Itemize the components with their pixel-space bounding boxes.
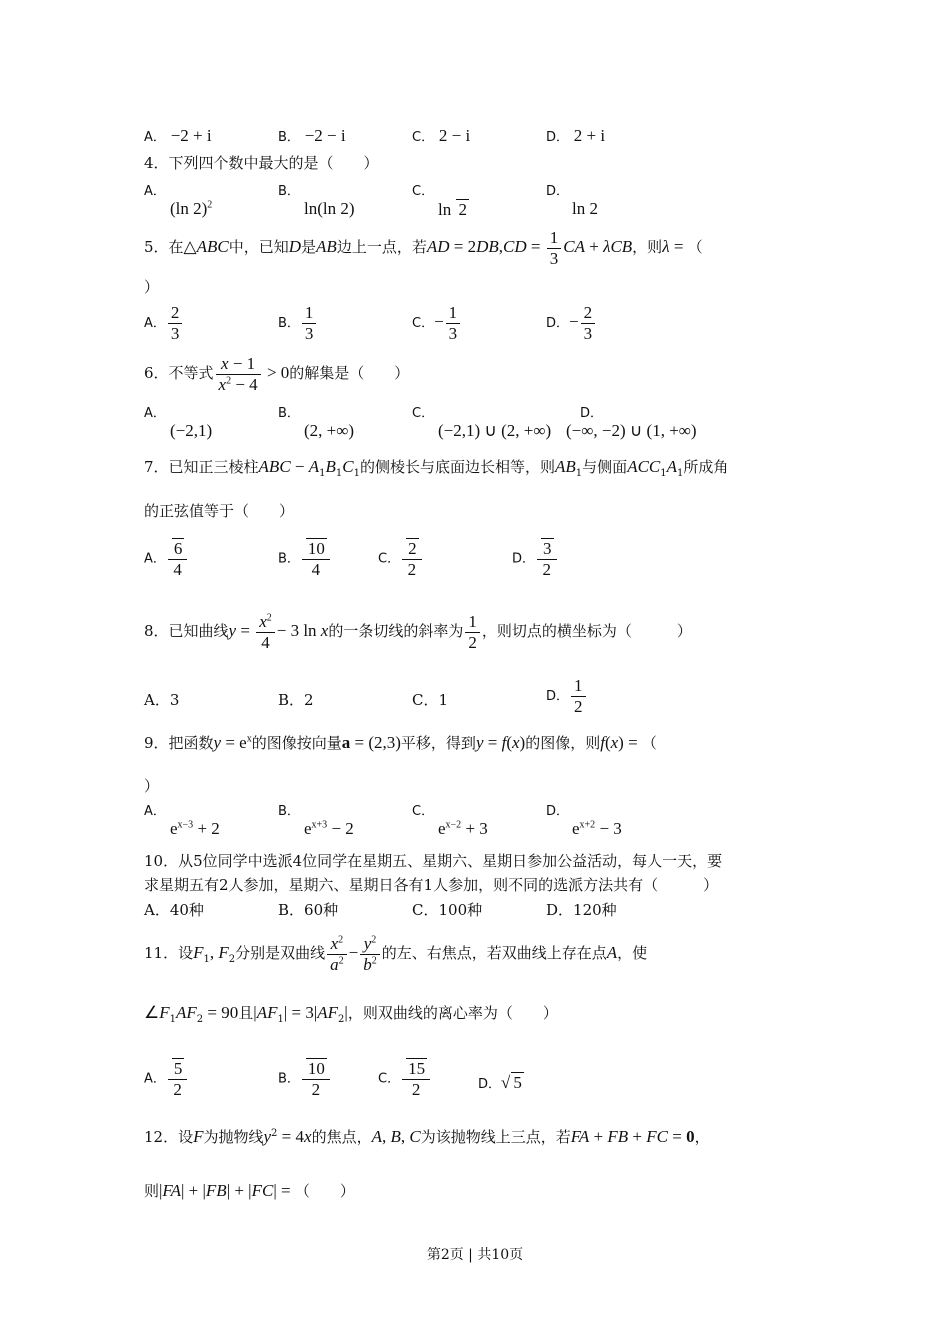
q8-option-b: B．2 [278, 691, 314, 709]
q9-option-a: A． $e^{x-3} + 2$ [144, 804, 220, 838]
q3-option-a: A． −2 + i [144, 126, 212, 145]
q4-a-label: A． [144, 184, 166, 199]
q11-text-3: ，使 [617, 944, 648, 963]
q11-text-5: ，则双曲线的离心率为（ ） [347, 1004, 558, 1022]
q3-c-label: C． [412, 130, 435, 145]
q11-text-4: 且 [238, 1004, 254, 1022]
q10-option-b: B．60种 [278, 901, 339, 919]
q5-text-5: （ [687, 238, 703, 257]
q9-close-paren: ） [144, 777, 160, 795]
q12-text-4: ， [694, 1128, 710, 1146]
page-footer: 第2页 | 共10页 [426, 1247, 524, 1263]
q5-option-c: C．− $\frac{1}{3}$ [412, 303, 462, 343]
q4-d-label: D． [546, 184, 570, 199]
q10-line1: 10．从5位同学中选派4位同学在星期五、星期六、星期日参加公益活动，每人一天，要 [144, 852, 723, 870]
q8-text-1: 的一条切线的斜率为 [328, 622, 464, 641]
q3-option-d: D． 2 + i [546, 126, 606, 145]
q5-stem: 5．在△ABC中，已知D是AB边上一点，若AD = 2DB,CD = $\frac{1}{3}$ CA + λCB，则λ = （ [144, 228, 703, 268]
q9-text-2: 平移，得到 [400, 734, 476, 752]
q5-close-paren: ） [144, 278, 160, 296]
q11-line2: $\angle F_1AF_2 = 90$且$|AF_1| = 3|AF_2|$，则双曲线的离心率为（ ） [144, 1003, 558, 1025]
q9-number: 9．把函数 [144, 734, 214, 752]
q3-option-b: B． −2 − i [278, 126, 346, 145]
q8-number: 8．已知曲线 [144, 622, 229, 641]
q9-c-label: C． [412, 804, 435, 819]
q9-option-b: B． $e^{x+3} - 2$ [278, 804, 354, 838]
q5-c-label: C． [412, 316, 435, 332]
q9-b-label: B． [278, 804, 300, 819]
q8-text-2: ，则切点的横坐标为（ ） [481, 622, 692, 641]
q6-option-d: D． (−∞, −2) ∪ (1, +∞) [566, 406, 697, 440]
q7-option-b: B． $\frac{10}{4}$ [278, 538, 332, 579]
q7-text-2: 与侧面 [582, 458, 628, 476]
q4-option-b: B． ln(ln 2) [278, 184, 355, 218]
q7-b-label: B． [278, 551, 300, 567]
q11-option-b: B． $\frac{10}{2}$ [278, 1058, 332, 1099]
q8-option-c: C．1 [412, 691, 449, 709]
q9-text-4: （ [641, 734, 657, 752]
q11-d-label: D． [478, 1077, 502, 1092]
q12-stem: 12．设F为抛物线$y^2 = 4x$的焦点，A, B, C为该抛物线上三点，若FA + FB + FC = 0， [144, 1127, 710, 1146]
q12-text-3: 为该抛物线上三点，若 [420, 1128, 571, 1146]
q8-d-label: D． [546, 689, 570, 705]
q5-number: 5．在 [144, 238, 184, 257]
q7-option-c: C． $\frac{2}{2}$ [378, 538, 424, 579]
q4-c-label: C． [412, 184, 435, 199]
q10-line2: 求星期五有2人参加，星期六、星期日各有1人参加，则不同的选派方法共有（ ） [144, 876, 719, 894]
q7-stem: 7．已知正三棱柱ABC − $A_1B_1C_1$的侧棱长与底面边长相等，则$AB_1$与侧面$ACC_1A_1$所成角 [144, 457, 729, 479]
q4-option-d: D． ln 2 [546, 184, 598, 218]
q6-c-label: C． [412, 406, 435, 421]
q3-a-label: A． [144, 130, 166, 145]
q11-stem: 11．设$F_1$, $F_2$分别是双曲线 $\frac{x^2}{a^2}$ − $\frac{y^2}{b^2}$ 的左、右焦点，若双曲线上存在点A，使 [144, 934, 648, 974]
q11-text-2: 的左、右焦点，若双曲线上存在点 [381, 944, 607, 963]
q3-option-c: C． 2 − i [412, 126, 471, 145]
q3-b-label: B． [278, 130, 300, 145]
q5-text-4: ，则 [632, 238, 663, 257]
q12-close: （ ） [294, 1182, 355, 1200]
q11-b-label: B． [278, 1071, 300, 1087]
q4-b-label: B． [278, 184, 300, 199]
q9-a-label: A． [144, 804, 166, 819]
q12-line2: 则|FA| + |FB| + |FC| = （ ） [144, 1181, 355, 1200]
q6-option-a: A． (−2,1) [144, 406, 213, 440]
q5-b-label: B． [278, 316, 300, 332]
q6-stem: 6．不等式 $\frac{x - 1}{x^2 - 4}$ > 0的解集是（ ） [144, 354, 410, 394]
q6-option-b: B． (2, +∞) [278, 406, 355, 440]
q11-option-a: A． $\frac{5}{2}$ [144, 1058, 189, 1099]
q10-option-c: C．100种 [412, 901, 483, 919]
q7-number: 7．已知正三棱柱 [144, 458, 259, 476]
q5-option-b: B． $\frac{1}{3}$ [278, 303, 318, 343]
q3-d-label: D． [546, 130, 570, 145]
q6-a-label: A． [144, 406, 166, 421]
q7-a-label: A． [144, 551, 166, 567]
q7-text-3: 所成角 [683, 458, 729, 476]
q10-option-d: D．120种 [546, 901, 617, 919]
q4-stem: 4．下列四个数中最大的是（ ） [144, 154, 379, 172]
q7-d-label: D． [512, 551, 536, 567]
q7-line2: 的正弦值等于（ ） [144, 502, 295, 520]
q7-text-1: 的侧棱长与底面边长相等，则 [360, 458, 556, 476]
q8-option-a: A．3 [144, 691, 180, 709]
q5-text-2: 是 [301, 238, 317, 257]
q9-option-c: C． $e^{x-2} + 3$ [412, 804, 488, 838]
q6-option-c: C． (−2,1) ∪ (2, +∞) [412, 406, 552, 440]
q12-text-2: 的焦点， [311, 1128, 372, 1146]
q11-c-label: C． [378, 1071, 401, 1087]
q9-text-1: 的图像按向量 [251, 734, 342, 752]
q12-number: 12．设 [144, 1128, 194, 1146]
q5-text-3: 边上一点，若 [336, 238, 427, 257]
q5-option-a: A． $\frac{2}{3}$ [144, 303, 184, 343]
q9-d-label: D． [546, 804, 570, 819]
q11-number: 11．设 [144, 944, 194, 963]
q8-stem: 8．已知曲线y = $\frac{x^2}{4}$ − 3 ln x的一条切线的斜率为 $\frac{1}{2}$ ，则切点的横坐标为（ ） [144, 612, 692, 652]
q9-stem: 9．把函数$y = e^x$的图像按向量a = (2,3)平移，得到y = f(x)的图像，则f(x) = （ [144, 733, 657, 752]
q9-text-3: 的图像，则 [525, 734, 601, 752]
q6-text-1: 的解集是（ ） [289, 364, 410, 383]
q7-c-label: C． [378, 551, 401, 567]
q5-a-label: A． [144, 316, 166, 332]
q6-number: 6．不等式 [144, 364, 214, 383]
q6-b-label: B． [278, 406, 300, 421]
q11-text-1: 分别是双曲线 [235, 944, 326, 963]
q11-a-label: A． [144, 1071, 166, 1087]
q4-option-a: A． (ln 2)$^2$ [144, 184, 213, 218]
q6-d-label: D． [580, 406, 604, 421]
q12-text-1: 为抛物线 [203, 1128, 264, 1146]
q8-option-d: D． $\frac{1}{2}$ [546, 676, 588, 716]
q5-d-label: D． [546, 316, 570, 332]
q7-option-d: D． $\frac{3}{2}$ [512, 538, 559, 579]
q4-option-c: C． ln 2 [412, 184, 467, 219]
q7-option-a: A． $\frac{6}{4}$ [144, 538, 189, 579]
q9-option-d: D． $e^{x+2} - 3$ [546, 804, 622, 838]
q5-option-d: D．− $\frac{2}{3}$ [546, 303, 597, 343]
q10-option-a: A．40种 [144, 901, 204, 919]
q11-option-c: C． $\frac{15}{2}$ [378, 1058, 432, 1099]
q5-text-1: 中，已知 [228, 238, 289, 257]
q11-option-d: D．√ 5 [478, 1073, 522, 1092]
q12-then: 则 [144, 1182, 160, 1200]
